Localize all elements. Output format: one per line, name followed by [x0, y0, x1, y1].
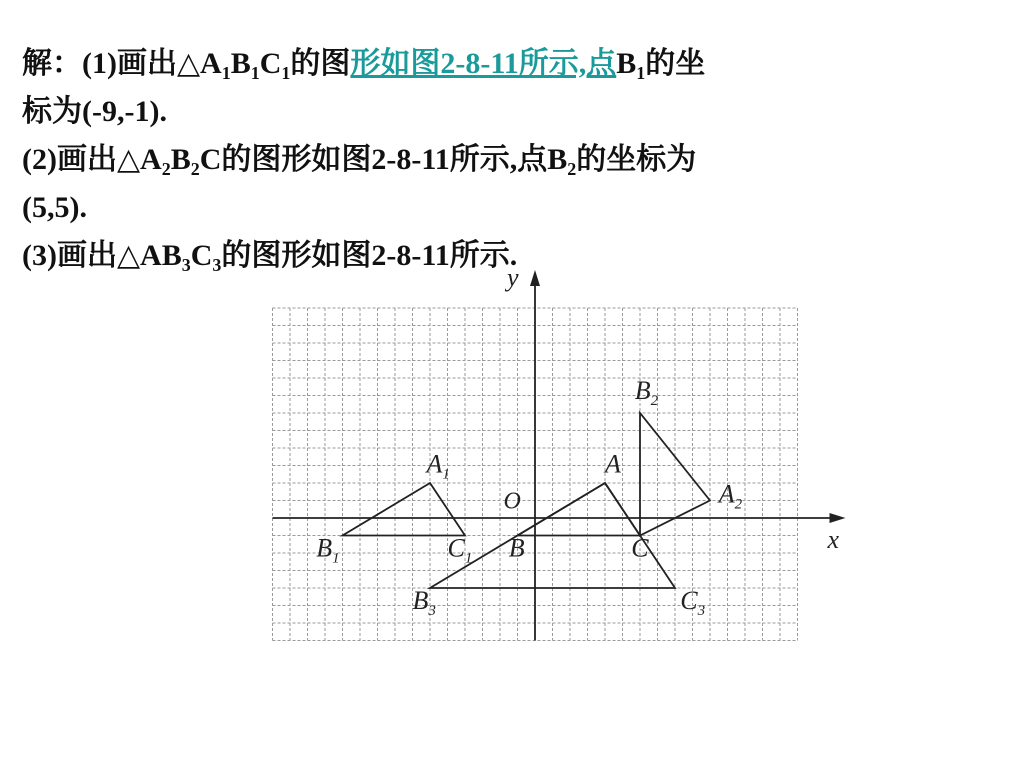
line3-sub-b: 2 [190, 159, 200, 179]
figure-reference-link[interactable]: 形如图2-8-11所示,点 [350, 47, 617, 80]
line1-sub-c: 1 [281, 63, 291, 83]
line1-sub-a: 1 [221, 63, 231, 83]
line3-b: B [170, 143, 191, 176]
vertex-label: $B_1$ [316, 533, 340, 567]
y-axis-label: y [507, 263, 519, 292]
line1-c: C [259, 47, 282, 80]
line5-sub-b: 3 [181, 255, 191, 275]
vertex-label: B [508, 533, 525, 563]
solution-line-1 [22, 40, 1002, 88]
line1-prefix: 解：(1)画出△A [22, 47, 222, 80]
line3-sub-a: 2 [161, 159, 171, 179]
line5-c: C [190, 239, 213, 272]
solution-line-4: (5,5). [22, 191, 87, 224]
vertex-label: C [631, 533, 649, 563]
vertex-label: $C_3$ [680, 586, 706, 619]
coordinate-grid-figure [260, 263, 860, 670]
line3-tail: 的坐标为 [576, 143, 697, 176]
line3-prefix: (2)画出△A [22, 143, 162, 176]
solution-line-3 [22, 136, 1002, 184]
origin-label: O [503, 488, 521, 515]
line5-prefix: (3)画出△AB [22, 239, 182, 272]
x-axis-label: x [827, 525, 840, 554]
line1-tail: 的坐 [645, 47, 706, 80]
vertex-label: $A_1$ [426, 449, 450, 483]
line3-mid: C的图形如图2-8-11所示,点B [199, 143, 568, 176]
line1-b: B [230, 47, 251, 80]
triangle-a1b1c1 [343, 483, 466, 536]
line3-sub-b2: 2 [567, 159, 577, 179]
vertex-label: $C_1$ [447, 533, 473, 567]
vertex-label: $B_2$ [634, 376, 659, 409]
line1-sub-b2: 1 [636, 63, 646, 83]
vertex-label: $A_2$ [718, 479, 743, 513]
line1-sub-b: 1 [250, 63, 260, 83]
line5-tail: 的图形如图2-8-11所示. [221, 239, 518, 272]
vertex-label: $B_3$ [412, 586, 436, 619]
line1-mid: 的图 [290, 47, 351, 80]
line5-sub-c: 3 [212, 255, 222, 275]
solution-line-2: 标为(-9,-1). [22, 95, 167, 128]
x-axis-arrow-icon [830, 513, 846, 523]
solution-text [22, 40, 1002, 280]
vertex-label: A [605, 449, 621, 479]
line1-b2: B [616, 47, 637, 80]
